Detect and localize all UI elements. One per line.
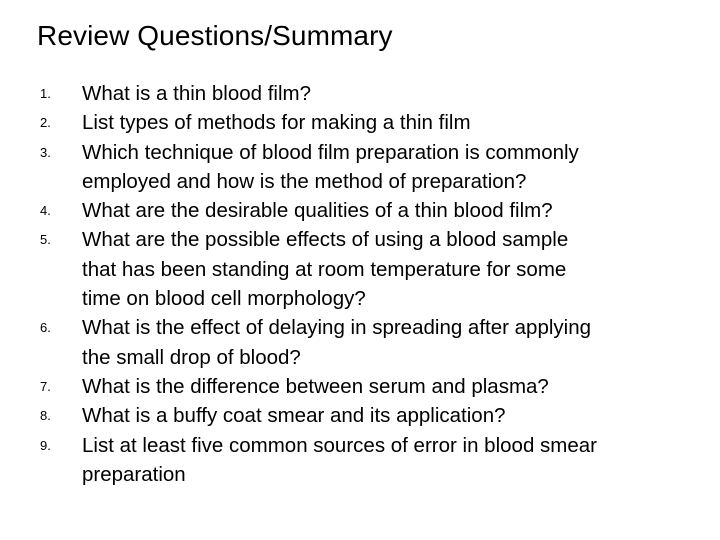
item-text (82, 138, 710, 197)
item-number: 3. (40, 144, 51, 160)
item-line: time on blood cell morphology? (82, 287, 366, 311)
list-item (40, 313, 710, 372)
item-line: What are the desirable qualities of a thin blood film? (82, 199, 553, 223)
item-number: 9. (40, 437, 51, 453)
item-text (82, 372, 710, 401)
item-line: employed and how is the method of preparation? (82, 169, 527, 193)
item-number: 1. (40, 86, 51, 101)
item-text (82, 431, 710, 490)
item-line: What is the effect of delaying in spreading after applying (82, 316, 592, 340)
item-number: 7. (40, 378, 51, 394)
item-line: What is the difference between serum and plasma? (82, 374, 549, 398)
item-line: What is a thin blood film? (82, 82, 312, 105)
item-line: What is a buffy coat smear and its application? (82, 404, 506, 428)
list-item (40, 225, 710, 313)
item-line: What are the possible effects of using a blood sample (82, 228, 569, 252)
list-item (40, 79, 710, 108)
item-number: 2. (40, 115, 51, 131)
item-number: 6. (40, 320, 51, 336)
list-item (40, 401, 710, 430)
list-item (40, 372, 710, 401)
item-text (82, 196, 710, 225)
item-line: List at least five common sources of error in blood smear (82, 433, 597, 457)
item-line: List types of methods for making a thin film (82, 111, 471, 135)
item-text (82, 225, 710, 313)
question-list (40, 79, 710, 489)
item-text (82, 401, 710, 430)
item-line: Which technique of blood film preparation is commonly (82, 140, 579, 164)
item-text (82, 313, 710, 372)
item-number: 8. (40, 408, 51, 424)
list-item (40, 138, 710, 197)
list-item (40, 196, 710, 225)
list-item (40, 431, 710, 490)
item-line: the small drop of blood? (82, 345, 301, 369)
list-item (40, 108, 710, 137)
item-text (82, 79, 710, 108)
item-text (82, 108, 710, 137)
item-number: 4. (40, 203, 51, 219)
item-number: 5. (40, 232, 51, 248)
slide-title: Review Questions/Summary (37, 20, 393, 51)
item-line: preparation (82, 462, 186, 486)
item-line: that has been standing at room temperature for some (82, 257, 567, 281)
